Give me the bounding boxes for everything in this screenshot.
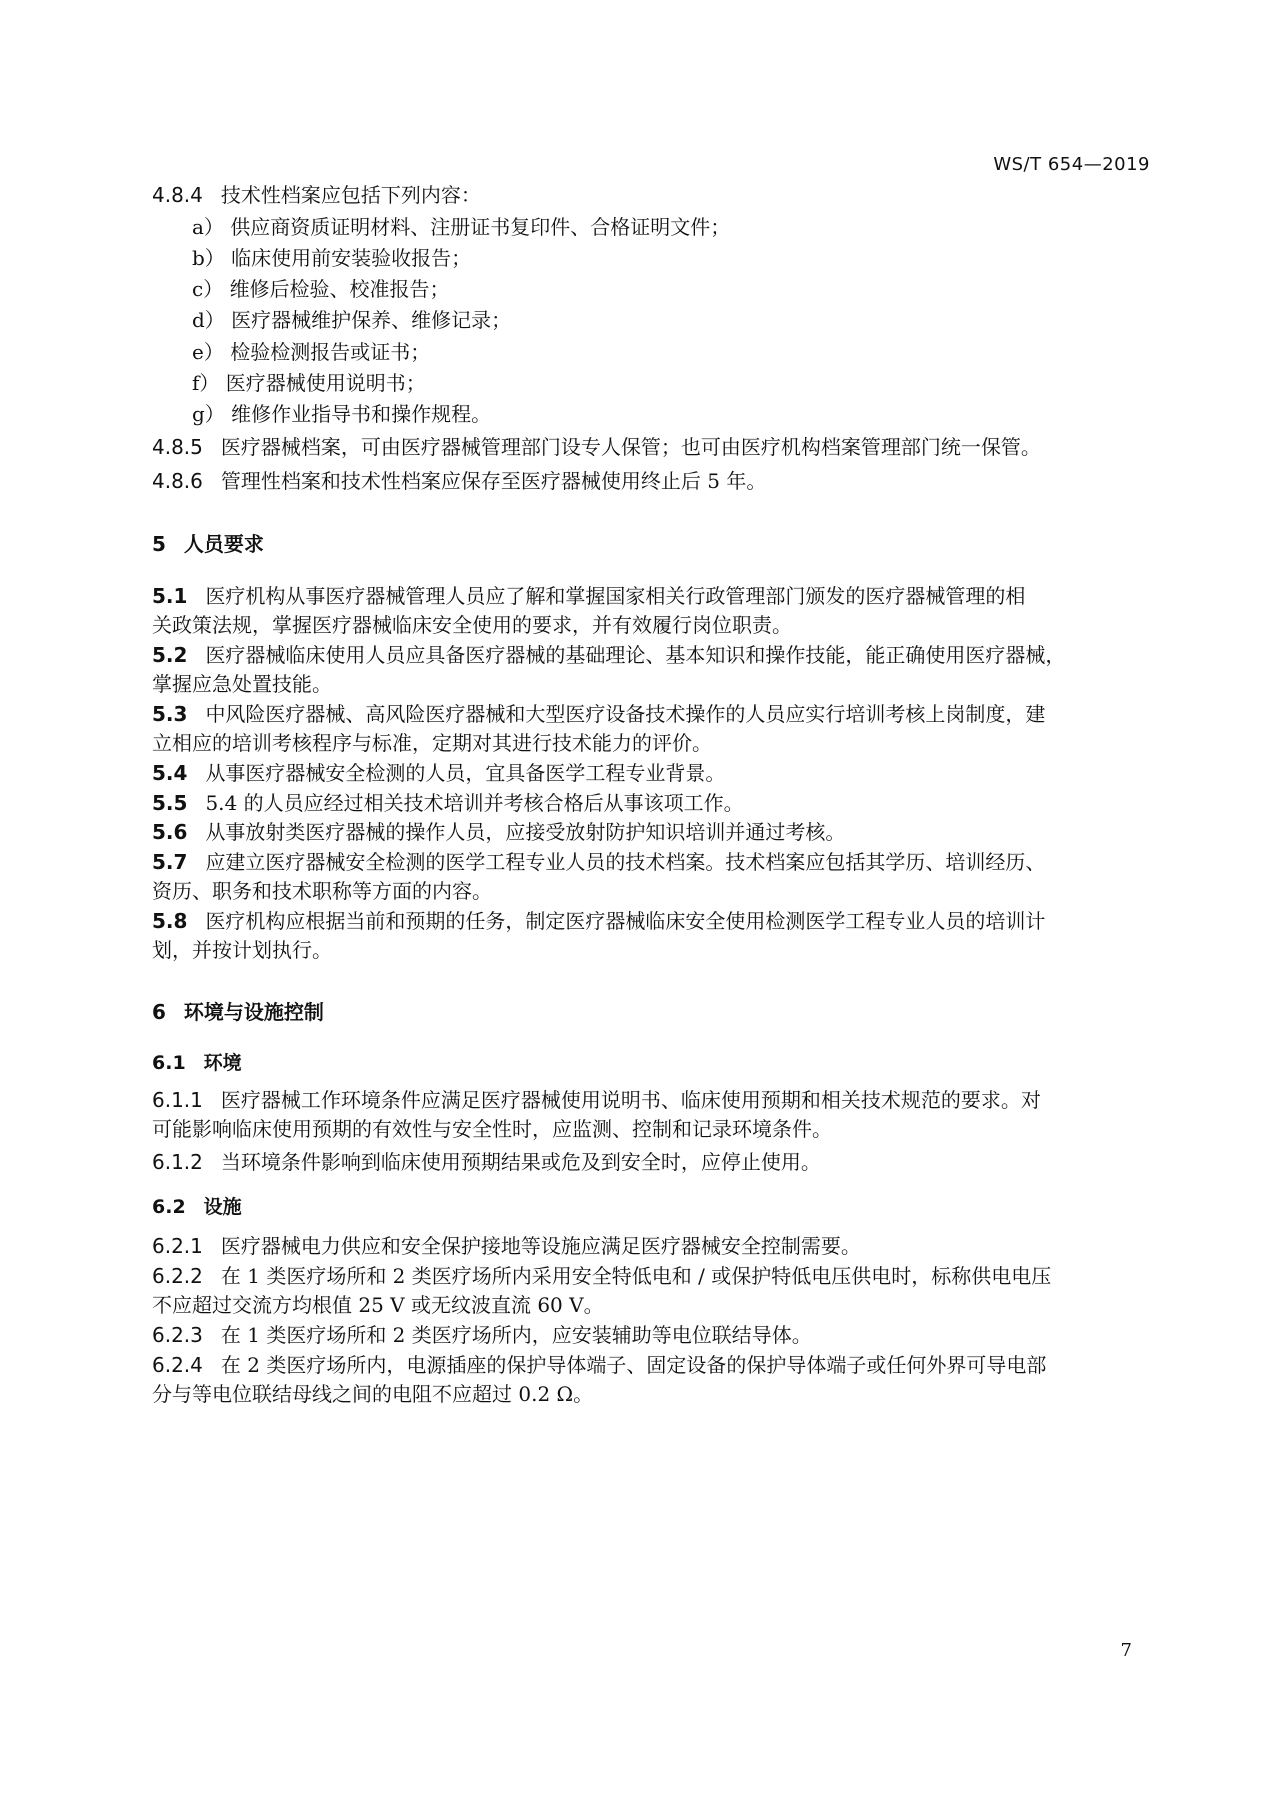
list-text: 维修作业指导书和操作规程。 xyxy=(231,402,492,426)
clause-6-1-1 xyxy=(152,1088,1142,1112)
clause-number: 5.7 xyxy=(152,850,188,874)
clause-text: 在 1 类医疗场所和 2 类医疗场所内采用安全特低电和 / 或保护特低电压供电时，标称供电电压 xyxy=(220,1264,1052,1288)
clause-text: 医疗器械临床使用人员应具备医疗器械的基础理论、基本知识和操作技能，能正确使用医疗器械， xyxy=(205,643,1066,667)
list-text: 临床使用前安装验收报告； xyxy=(231,246,472,270)
clause-number: 6.2.3 xyxy=(152,1323,203,1347)
clause-5-4 xyxy=(152,761,1142,785)
document-code-header: WS/T 654—2019 xyxy=(993,154,1150,175)
section-number: 6.1 xyxy=(152,1052,186,1074)
list-item xyxy=(192,246,1182,270)
list-marker: c） xyxy=(192,277,224,301)
clause-5-2 xyxy=(152,643,1142,667)
clause-text: 在 1 类医疗场所和 2 类医疗场所内，应安装辅助等电位联结导体。 xyxy=(220,1323,812,1347)
clause-number: 6.2.2 xyxy=(152,1264,203,1288)
clause-number: 4.8.4 xyxy=(152,183,203,207)
clause-number: 5.8 xyxy=(152,909,188,933)
clause-text: 医疗器械电力供应和安全保护接地等设施应满足医疗器械安全控制需要。 xyxy=(220,1234,861,1258)
clause-number: 4.8.6 xyxy=(152,469,203,493)
list-marker: g） xyxy=(192,402,225,426)
clause-text-continued: 立相应的培训考核程序与标准，定期对其进行技术能力的评价。 xyxy=(152,731,712,755)
clause-text: 医疗机构应根据当前和预期的任务，制定医疗器械临床安全使用检测医学工程专业人员的培训计 xyxy=(205,909,1046,933)
clause-text: 医疗器械工作环境条件应满足医疗器械使用说明书、临床使用预期和相关技术规范的要求。对 xyxy=(220,1088,1041,1112)
clause-text: 中风险医疗器械、高风险医疗器械和大型医疗设备技术操作的人员应实行培训考核上岗制度，建 xyxy=(205,702,1046,726)
list-item xyxy=(192,308,1182,332)
clause-5-3 xyxy=(152,702,1142,726)
clause-number: 5.4 xyxy=(152,761,188,785)
list-text: 医疗器械维护保养、维修记录； xyxy=(231,308,512,332)
clause-text-continued: 不应超过交流方均根值 25 V 或无纹波直流 60 V。 xyxy=(152,1293,604,1317)
list-item xyxy=(192,277,1182,301)
clause-text: 管理性档案和技术性档案应保存至医疗器械使用终止后 5 年。 xyxy=(220,469,767,493)
clause-5-1 xyxy=(152,584,1142,608)
list-item xyxy=(192,402,1182,426)
chapter-number: 6 xyxy=(152,1000,166,1024)
clause-6-2-3 xyxy=(152,1323,1142,1347)
clause-number: 5.1 xyxy=(152,584,188,608)
clause-text-continued: 资历、职务和技术职称等方面的内容。 xyxy=(152,879,492,903)
list-item xyxy=(192,340,1182,364)
list-text: 医疗器械使用说明书； xyxy=(225,371,426,395)
clause-6-2-4 xyxy=(152,1353,1142,1377)
section-6-1-heading xyxy=(152,1051,1142,1075)
list-text: 供应商资质证明材料、注册证书复印件、合格证明文件； xyxy=(230,215,731,239)
list-text: 维修后检验、校准报告； xyxy=(229,277,450,301)
clause-text-continued: 分与等电位联结母线之间的电阻不应超过 0.2 Ω。 xyxy=(152,1382,594,1406)
list-item xyxy=(192,371,1182,395)
clause-text: 医疗器械档案，可由医疗器械管理部门设专人保管；也可由医疗机构档案管理部门统一保管。 xyxy=(220,435,1041,459)
page-number: 7 xyxy=(1120,1640,1132,1661)
list-text: 检验检测报告或证书； xyxy=(230,340,431,364)
section-title: 环境 xyxy=(203,1052,242,1074)
section-number: 6.2 xyxy=(152,1196,186,1218)
list-marker: f） xyxy=(192,371,220,395)
clause-text-continued: 关政策法规，掌握医疗器械临床安全使用的要求，并有效履行岗位职责。 xyxy=(152,613,792,637)
chapter-number: 5 xyxy=(152,532,166,556)
chapter-title: 环境与设施控制 xyxy=(183,1000,324,1024)
list-item xyxy=(192,215,1182,239)
clause-text-continued: 划，并按计划执行。 xyxy=(152,938,332,962)
clause-text: 从事医疗器械安全检测的人员，宜具备医学工程专业背景。 xyxy=(205,761,726,785)
chapter-5-heading xyxy=(152,532,1142,556)
chapter-6-heading xyxy=(152,1000,1142,1024)
clause-6-1-2 xyxy=(152,1150,1142,1174)
clause-text-continued: 可能影响临床使用预期的有效性与安全性时，应监测、控制和记录环境条件。 xyxy=(152,1117,832,1141)
clause-text-continued: 掌握应急处置技能。 xyxy=(152,672,332,696)
section-6-2-heading xyxy=(152,1195,1142,1219)
clause-5-5 xyxy=(152,791,1142,815)
clause-6-2-1 xyxy=(152,1234,1142,1258)
clause-4-8-6 xyxy=(152,469,1142,493)
clause-text: 当环境条件影响到临床使用预期结果或危及到安全时，应停止使用。 xyxy=(220,1150,821,1174)
chapter-title: 人员要求 xyxy=(183,532,264,556)
clause-number: 6.1.2 xyxy=(152,1150,203,1174)
clause-number: 5.2 xyxy=(152,643,188,667)
clause-5-8 xyxy=(152,909,1142,933)
list-marker: d） xyxy=(192,308,225,332)
clause-number: 6.2.1 xyxy=(152,1234,203,1258)
clause-number: 6.1.1 xyxy=(152,1088,203,1112)
clause-number: 4.8.5 xyxy=(152,435,203,459)
clause-text: 应建立医疗器械安全检测的医学工程专业人员的技术档案。技术档案应包括其学历、培训经历、 xyxy=(205,850,1046,874)
clause-5-6 xyxy=(152,820,1142,844)
clause-number: 6.2.4 xyxy=(152,1353,203,1377)
list-marker: e） xyxy=(192,340,224,364)
list-marker: b） xyxy=(192,246,225,270)
clause-text: 医疗机构从事医疗器械管理人员应了解和掌握国家相关行政管理部门颁发的医疗器械管理的相 xyxy=(205,584,1026,608)
clause-number: 5.6 xyxy=(152,820,188,844)
list-marker: a） xyxy=(192,215,224,239)
section-title: 设施 xyxy=(203,1196,242,1218)
clause-number: 5.5 xyxy=(152,791,188,815)
clause-text: 从事放射类医疗器械的操作人员，应接受放射防护知识培训并通过考核。 xyxy=(205,820,846,844)
clause-text: 5.4 的人员应经过相关技术培训并考核合格后从事该项工作。 xyxy=(205,791,744,815)
clause-text: 在 2 类医疗场所内，电源插座的保护导体端子、固定设备的保护导体端子或任何外界可导电部 xyxy=(220,1353,1047,1377)
clause-4-8-4 xyxy=(152,183,1142,207)
clause-text: 技术性档案应包括下列内容： xyxy=(220,183,481,207)
clause-4-8-5 xyxy=(152,435,1142,459)
clause-6-2-2 xyxy=(152,1264,1142,1288)
clause-number: 5.3 xyxy=(152,702,188,726)
clause-5-7 xyxy=(152,850,1142,874)
